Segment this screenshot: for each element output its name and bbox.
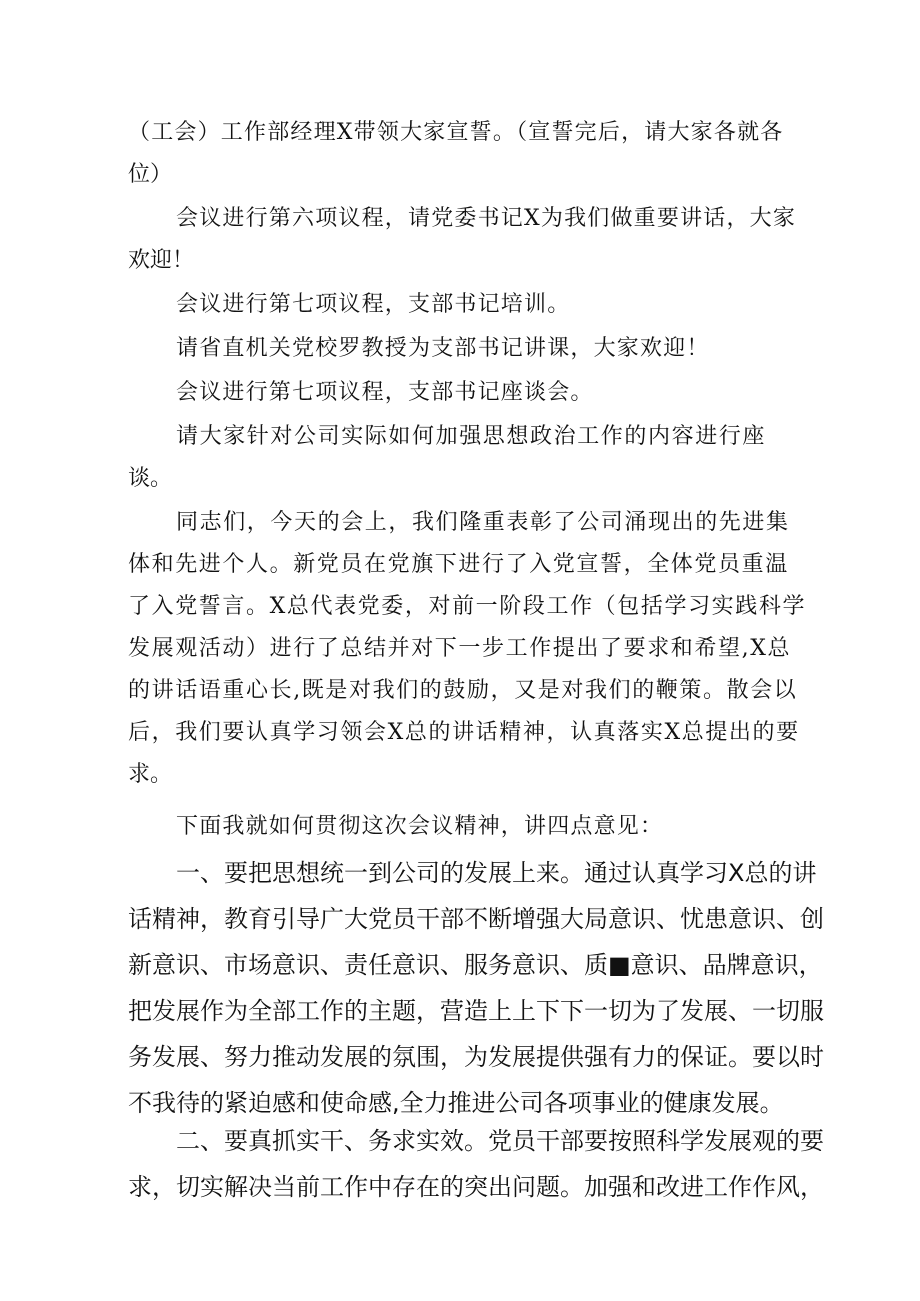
text-line: 位） (128, 162, 173, 187)
text-line: 体和先进个人。新党员在党旗下进行了入党宣誓，全体党员重温 (128, 552, 789, 577)
paragraph-point-two (128, 1118, 824, 1210)
text-line: 一、要把思想统一到公司的发展上来。通过认真学习X总的讲 (176, 859, 817, 887)
paragraph-agenda-seven-training (176, 284, 570, 326)
paragraph-point-one (128, 850, 824, 1126)
text-line: 务发展、努力推动发展的氛围，为发展提供强有力的保证。要以时 (128, 1043, 824, 1071)
text-line: 同志们，今天的会上，我们隆重表彰了公司涌现出的先进集 (176, 510, 790, 535)
paragraph-agenda-seven-forum (176, 372, 594, 414)
text-line: 发展观活动）进行了总结并对下一步工作提出了要求和希望,X总 (128, 636, 792, 661)
paragraph-agenda-six (128, 198, 796, 282)
text-line: （工会）工作部经理X带领大家宣誓。（宣誓完后，请大家各就各 (128, 120, 784, 145)
text-line: 不我待的紧迫感和使命感,全力推进公司各项事业的健康发展。 (128, 1089, 784, 1117)
text-line: 会议进行第六项议程，请党委书记X为我们做重要讲话，大家 (176, 206, 797, 231)
text-line: 请大家针对公司实际如何加强思想政治工作的内容进行座 (176, 424, 767, 449)
text-line: 的讲话语重心长,既是对我们的鼓励，又是对我们的鞭策。散会以 (128, 678, 798, 703)
paragraph-forum-topic (128, 416, 766, 500)
paragraph-four-opinions-intro (176, 806, 663, 848)
text-line: 会议进行第七项议程，支部书记培训。 (176, 292, 571, 317)
paragraph-oath-instruction (128, 112, 783, 196)
text-line: 请省直机关党校罗教授为支部书记讲课，大家欢迎！ (176, 336, 710, 361)
paragraph-lecture-invite (176, 328, 710, 370)
text-line: 新意识、市场意识、责任意识、服务意识、质■意识、品牌意识， (128, 951, 823, 979)
text-line: 把发展作为全部工作的主题，营造上上下下一切为了发展、一切服 (128, 997, 824, 1025)
text-line: 求。 (128, 762, 173, 787)
text-line: 后，我们要认真学习领会X总的讲话精神，认真落实X总提出的要 (128, 720, 800, 745)
text-line: 二、要真抓实干、务求实效。党员干部要按照科学发展观的要 (176, 1127, 824, 1155)
paragraph-summary (128, 502, 806, 796)
text-line: 下面我就如何贯彻这次会议精神，讲四点意见： (176, 814, 664, 839)
text-line: 求，切实解决当前工作中存在的突出问题。加强和改进工作作风， (128, 1173, 824, 1201)
text-line: 欢迎！ (128, 248, 195, 273)
text-line: 了入党誓言。X总代表党委，对前一阶段工作（包括学习实践科学 (128, 594, 807, 619)
text-line: 话精神，教育引导广大党员干部不断增强大局意识、忧患意识、创 (128, 905, 824, 933)
text-line: 谈。 (128, 466, 173, 491)
text-line: 会议进行第七项议程，支部书记座谈会。 (176, 380, 594, 405)
